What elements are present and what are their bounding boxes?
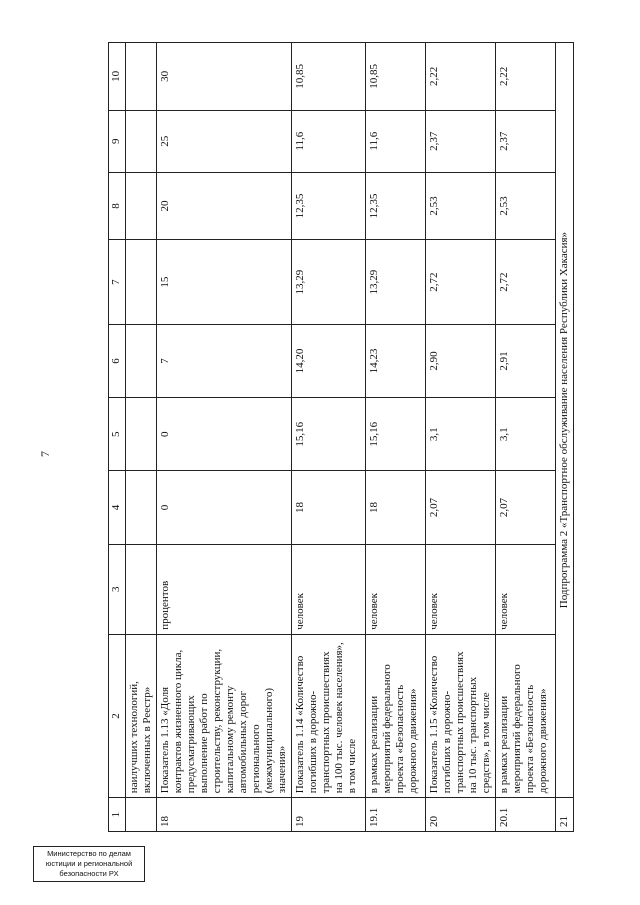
value-cell: 15,16 — [366, 398, 426, 471]
row-number: 21 — [556, 798, 574, 832]
ministry-stamp — [33, 846, 145, 882]
section-row — [556, 43, 574, 832]
header-cell: 8 — [109, 172, 126, 240]
indicators-table — [108, 42, 574, 832]
value-cell: 2,72 — [496, 240, 556, 325]
value-cell: 11,6 — [366, 110, 426, 172]
header-cell: 5 — [109, 398, 126, 471]
value-cell: 2,72 — [426, 240, 496, 325]
table-row — [126, 43, 157, 832]
header-cell: 10 — [109, 43, 126, 111]
value-cell — [126, 43, 157, 111]
table-row — [366, 43, 426, 832]
row-number — [126, 798, 157, 832]
stamp-line: Министерство по делам — [47, 849, 131, 858]
indicator-name: в рамках реализации мероприятий федерального проекта «Безопасность дорожного движения» — [496, 634, 556, 797]
indicator-name: Показатель 1.15 «Количество погибших в дорожно-транспортных происшествиях на 10 тыс. транспортных средств», в том числе — [426, 634, 496, 797]
table-row — [292, 43, 366, 832]
value-cell: 20 — [157, 172, 292, 240]
unit-cell: человек — [496, 544, 556, 634]
table-row — [426, 43, 496, 832]
value-cell — [126, 324, 157, 397]
value-cell: 10,85 — [366, 43, 426, 111]
value-cell: 12,35 — [292, 172, 366, 240]
value-cell: 18 — [366, 471, 426, 544]
value-cell: 12,35 — [366, 172, 426, 240]
row-number: 20 — [426, 798, 496, 832]
row-number: 18 — [157, 798, 292, 832]
unit-cell: человек — [426, 544, 496, 634]
value-cell: 15,16 — [292, 398, 366, 471]
value-cell: 18 — [292, 471, 366, 544]
header-cell: 9 — [109, 110, 126, 172]
indicator-name: наилучших технологий, включенных в Реестр» — [126, 634, 157, 797]
table-row — [496, 43, 556, 832]
indicator-name: Показатель 1.14 «Количество погибших в дорожно-транспортных происшествиях на 100 тыс. человек населения», в том числе — [292, 634, 366, 797]
unit-cell: человек — [292, 544, 366, 634]
value-cell: 2,91 — [496, 324, 556, 397]
value-cell: 14,20 — [292, 324, 366, 397]
value-cell: 2,53 — [426, 172, 496, 240]
unit-cell — [126, 544, 157, 634]
row-number: 20.1 — [496, 798, 556, 832]
value-cell: 30 — [157, 43, 292, 111]
value-cell: 10,85 — [292, 43, 366, 111]
value-cell: 2,07 — [496, 471, 556, 544]
header-cell: 6 — [109, 324, 126, 397]
value-cell: 2,22 — [426, 43, 496, 111]
table-row — [157, 43, 292, 832]
header-cell: 1 — [109, 798, 126, 832]
value-cell — [126, 172, 157, 240]
header-cell: 3 — [109, 544, 126, 634]
value-cell: 2,37 — [426, 110, 496, 172]
value-cell: 2,22 — [496, 43, 556, 111]
unit-cell: процентов — [157, 544, 292, 634]
value-cell: 0 — [157, 471, 292, 544]
value-cell: 11,6 — [292, 110, 366, 172]
value-cell: 25 — [157, 110, 292, 172]
row-number: 19.1 — [366, 798, 426, 832]
value-cell: 13,29 — [292, 240, 366, 325]
header-cell: 2 — [109, 634, 126, 797]
unit-cell: человек — [366, 544, 426, 634]
value-cell: 13,29 — [366, 240, 426, 325]
value-cell: 3,1 — [426, 398, 496, 471]
stamp-line: юстиции и региональной — [45, 859, 133, 868]
value-cell — [126, 471, 157, 544]
page-number: 7 — [38, 451, 52, 457]
value-cell: 2,07 — [426, 471, 496, 544]
value-cell: 2,37 — [496, 110, 556, 172]
rotated-table-container — [108, 42, 578, 832]
header-cell: 7 — [109, 240, 126, 325]
value-cell — [126, 240, 157, 325]
value-cell: 2,53 — [496, 172, 556, 240]
header-row — [109, 43, 126, 832]
value-cell: 14,23 — [366, 324, 426, 397]
value-cell — [126, 110, 157, 172]
indicator-name: Показатель 1.13 «Доля контрактов жизненного цикла, предусматривающих выполнение работ по строительству, реконструкции, капитальному ремонту автомобильных дорог регионального (межмуниципального) значения» — [157, 634, 292, 797]
header-cell: 4 — [109, 471, 126, 544]
value-cell — [126, 398, 157, 471]
value-cell: 7 — [157, 324, 292, 397]
indicator-name: в рамках реализации мероприятий федерального проекта «Безопасность дорожного движения» — [366, 634, 426, 797]
value-cell: 2,90 — [426, 324, 496, 397]
value-cell: 3,1 — [496, 398, 556, 471]
row-number: 19 — [292, 798, 366, 832]
subprogram-title: Подпрограмма 2 «Транспортное обслуживание населения Республики Хакасия» — [556, 43, 574, 798]
value-cell: 0 — [157, 398, 292, 471]
stamp-line: безопасности РХ — [59, 869, 119, 878]
value-cell: 15 — [157, 240, 292, 325]
